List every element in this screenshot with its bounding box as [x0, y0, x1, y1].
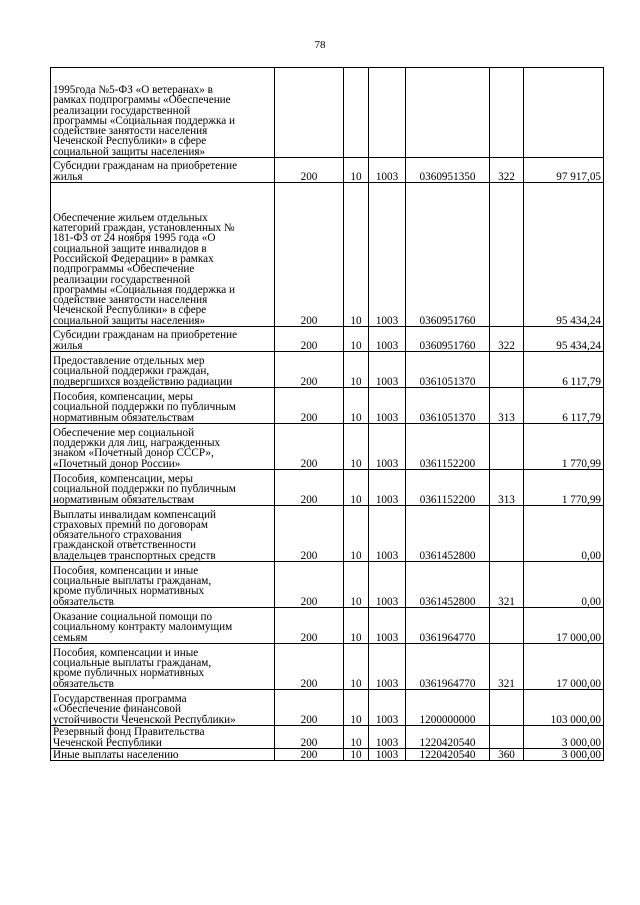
cell-ministry-text: 200 — [300, 457, 318, 470]
cell-ministry-text: 200 — [300, 595, 318, 608]
cell-amount — [524, 352, 604, 388]
cell-subsection — [369, 608, 406, 644]
cell-section-text: 10 — [350, 549, 362, 562]
cell-subsection-text: 1003 — [375, 457, 399, 470]
cell-amount-text: 17 000,00 — [556, 631, 601, 644]
cell-amount-text: 6 117,79 — [562, 375, 601, 388]
cell-ministry — [275, 424, 344, 470]
cell-section-text: 10 — [350, 493, 362, 506]
cell-ministry-text: 200 — [300, 170, 318, 183]
cell-description — [51, 690, 275, 726]
cell-expense-type — [490, 327, 524, 352]
cell-amount — [524, 749, 604, 761]
cell-ministry-text: 200 — [300, 713, 318, 726]
cell-subsection — [369, 506, 406, 562]
cell-subsection-text: 1003 — [375, 411, 399, 424]
cell-subsection — [369, 562, 406, 608]
cell-target-article — [406, 644, 490, 690]
cell-amount-text: 97 917,05 — [556, 170, 601, 183]
cell-section-text: 10 — [350, 595, 362, 608]
cell-ministry-text: 200 — [300, 631, 318, 644]
cell-section — [344, 388, 369, 424]
cell-subsection-text: 1003 — [375, 493, 399, 506]
cell-ministry — [275, 506, 344, 562]
cell-subsection — [369, 424, 406, 470]
cell-target-article-text: 1220420540 — [419, 748, 476, 761]
table-row — [51, 327, 604, 352]
cell-ministry — [275, 352, 344, 388]
cell-expense-type — [490, 726, 524, 749]
cell-subsection — [369, 726, 406, 749]
cell-description — [51, 726, 275, 749]
cell-ministry-text: 200 — [300, 736, 318, 749]
cell-amount-text: 95 434,24 — [556, 339, 601, 352]
table-row — [51, 690, 604, 726]
cell-target-article-text: 1200000000 — [419, 713, 476, 726]
cell-expense-type — [490, 388, 524, 424]
cell-section — [344, 690, 369, 726]
cell-subsection — [369, 158, 406, 183]
cell-section — [344, 506, 369, 562]
cell-expense-type-text: 321 — [498, 595, 515, 608]
cell-description-text: Субсидии гражданам на приобретение жилья — [53, 160, 238, 183]
cell-section-text: 10 — [350, 314, 362, 327]
cell-expense-type — [490, 644, 524, 690]
cell-expense-type — [490, 749, 524, 761]
cell-target-article — [406, 183, 490, 327]
cell-target-article — [406, 158, 490, 183]
cell-subsection — [369, 68, 406, 158]
cell-target-article — [406, 562, 490, 608]
cell-amount — [524, 690, 604, 726]
cell-amount-text: 6 117,79 — [562, 411, 601, 424]
cell-target-article-text: 0360951760 — [419, 314, 476, 327]
cell-amount — [524, 424, 604, 470]
table-body — [51, 68, 604, 761]
cell-target-article-text: 0361152200 — [419, 457, 476, 470]
cell-subsection-text: 1003 — [375, 736, 399, 749]
cell-description — [51, 327, 275, 352]
cell-section — [344, 183, 369, 327]
cell-target-article — [406, 327, 490, 352]
cell-description-text: Пособия, компенсации, меры социальной поддержки по публичным нормативным обязательствам — [53, 473, 236, 506]
cell-ministry-text: 200 — [300, 549, 318, 562]
table-row — [51, 352, 604, 388]
cell-section — [344, 68, 369, 158]
cell-target-article — [406, 352, 490, 388]
cell-subsection — [369, 690, 406, 726]
cell-subsection — [369, 644, 406, 690]
cell-target-article-text: 0361152200 — [419, 493, 476, 506]
cell-section-text: 10 — [350, 339, 362, 352]
cell-subsection — [369, 183, 406, 327]
table-row — [51, 749, 604, 761]
table-row — [51, 644, 604, 690]
cell-ministry — [275, 749, 344, 761]
cell-description — [51, 644, 275, 690]
cell-section — [344, 470, 369, 506]
cell-expense-type-text: 322 — [498, 170, 515, 183]
cell-amount-text: 3 000,00 — [561, 736, 601, 749]
cell-expense-type-text: 360 — [498, 748, 515, 761]
cell-subsection-text: 1003 — [375, 314, 399, 327]
cell-expense-type — [490, 352, 524, 388]
cell-subsection-text: 1003 — [375, 748, 399, 761]
cell-section — [344, 726, 369, 749]
cell-target-article-text: 1220420540 — [419, 736, 476, 749]
cell-ministry — [275, 726, 344, 749]
cell-description-text: Обеспечение жильем отдельных категорий граждан, установленных № 181-ФЗ от 24 ноября 1995 года «О социальной защите инвалидов в Российской Федерации» в рамках подпрограммы «Обеспечение реализации государственной программы «Социальная поддержка и содействие занятости населения Чеченской Республики» в сфере социальной защиты населения» — [53, 211, 236, 327]
cell-description-text: Обеспечение мер социальной поддержки для лиц, награжденных знаком «Почетный донор СССР», «Почетный донор России» — [53, 426, 221, 470]
cell-subsection-text: 1003 — [375, 375, 399, 388]
cell-section-text: 10 — [350, 713, 362, 726]
table-row — [51, 424, 604, 470]
cell-amount — [524, 183, 604, 327]
cell-section-text: 10 — [350, 457, 362, 470]
budget-table — [50, 67, 604, 761]
cell-amount-text: 1 770,99 — [561, 493, 601, 506]
cell-target-article-text: 0361964770 — [419, 631, 476, 644]
cell-ministry — [275, 68, 344, 158]
cell-subsection-text: 1003 — [375, 339, 399, 352]
cell-ministry — [275, 327, 344, 352]
cell-target-article — [406, 388, 490, 424]
cell-subsection-text: 1003 — [375, 595, 399, 608]
cell-target-article — [406, 726, 490, 749]
cell-description-text: Предоставление отдельных мер социальной поддержки граждан, подвергшихся воздействию радиации — [53, 355, 233, 388]
cell-subsection-text: 1003 — [375, 677, 399, 690]
table-row — [51, 388, 604, 424]
cell-section-text: 10 — [350, 411, 362, 424]
cell-ministry — [275, 644, 344, 690]
cell-description-text: Пособия, компенсации и иные социальные выплаты гражданам, кроме публичных нормативных обязательств — [53, 646, 212, 690]
cell-ministry — [275, 388, 344, 424]
cell-expense-type — [490, 506, 524, 562]
cell-expense-type — [490, 690, 524, 726]
cell-expense-type-text: 313 — [498, 493, 515, 506]
cell-description-text: Субсидии гражданам на приобретение жилья — [53, 329, 238, 352]
cell-description-text: Выплаты инвалидам компенсаций страховых премий по договорам обязательного страхования гражданской ответственности владельцев транспортных средств — [53, 508, 216, 562]
cell-ministry-text: 200 — [300, 493, 318, 506]
cell-section-text: 10 — [350, 631, 362, 644]
cell-ministry — [275, 608, 344, 644]
cell-description — [51, 608, 275, 644]
cell-section-text: 10 — [350, 748, 362, 761]
cell-description — [51, 352, 275, 388]
cell-amount — [524, 562, 604, 608]
cell-amount-text: 3 000,00 — [561, 748, 601, 761]
cell-section — [344, 352, 369, 388]
cell-amount — [524, 68, 604, 158]
cell-section-text: 10 — [350, 170, 362, 183]
table-row — [51, 183, 604, 327]
cell-ministry-text: 200 — [300, 314, 318, 327]
cell-description — [51, 424, 275, 470]
table-row — [51, 68, 604, 158]
cell-description — [51, 158, 275, 183]
cell-expense-type — [490, 424, 524, 470]
cell-section — [344, 424, 369, 470]
cell-target-article-text: 0360951350 — [419, 170, 476, 183]
cell-description — [51, 68, 275, 158]
cell-ministry-text: 200 — [300, 375, 318, 388]
cell-amount-text: 95 434,24 — [556, 314, 601, 327]
cell-target-article — [406, 749, 490, 761]
cell-ministry — [275, 562, 344, 608]
cell-target-article-text: 0361452800 — [419, 595, 476, 608]
cell-target-article-text: 0361964770 — [419, 677, 476, 690]
cell-amount — [524, 388, 604, 424]
cell-section — [344, 327, 369, 352]
cell-amount-text: 0,00 — [581, 595, 601, 608]
cell-target-article-text: 0361452800 — [419, 549, 476, 562]
cell-description — [51, 183, 275, 327]
cell-ministry — [275, 690, 344, 726]
cell-amount-text: 17 000,00 — [556, 677, 601, 690]
cell-target-article — [406, 470, 490, 506]
cell-expense-type — [490, 158, 524, 183]
cell-target-article-text: 0361051370 — [419, 411, 476, 424]
cell-section — [344, 158, 369, 183]
cell-subsection — [369, 388, 406, 424]
cell-target-article — [406, 424, 490, 470]
cell-subsection — [369, 352, 406, 388]
cell-section — [344, 644, 369, 690]
cell-amount-text: 0,00 — [581, 549, 601, 562]
table-row — [51, 158, 604, 183]
cell-description-text: Государственная программа «Обеспечение финансовой устойчивости Чеченской Республики» — [53, 693, 236, 726]
cell-target-article-text: 0360951760 — [419, 339, 476, 352]
cell-description-text: Иные выплаты населению — [53, 748, 179, 761]
cell-expense-type-text: 322 — [498, 339, 515, 352]
cell-amount — [524, 327, 604, 352]
cell-description — [51, 470, 275, 506]
cell-expense-type — [490, 68, 524, 158]
cell-description — [51, 562, 275, 608]
cell-description-text: Пособия, компенсации, меры социальной поддержки по публичным нормативным обязательствам — [53, 391, 236, 424]
cell-description-text: Резервный фонд Правительства Чеченской Республики — [53, 726, 205, 749]
cell-expense-type — [490, 608, 524, 644]
cell-subsection — [369, 749, 406, 761]
cell-subsection-text: 1003 — [375, 631, 399, 644]
table-row — [51, 726, 604, 749]
cell-target-article — [406, 68, 490, 158]
cell-ministry-text: 200 — [300, 411, 318, 424]
cell-amount — [524, 158, 604, 183]
cell-ministry-text: 200 — [300, 339, 318, 352]
cell-section-text: 10 — [350, 375, 362, 388]
cell-ministry — [275, 158, 344, 183]
cell-target-article — [406, 608, 490, 644]
table-row — [51, 506, 604, 562]
cell-section — [344, 749, 369, 761]
cell-ministry — [275, 470, 344, 506]
cell-amount — [524, 470, 604, 506]
cell-expense-type-text: 313 — [498, 411, 515, 424]
cell-section — [344, 562, 369, 608]
cell-subsection — [369, 327, 406, 352]
cell-expense-type — [490, 562, 524, 608]
cell-ministry — [275, 183, 344, 327]
cell-amount — [524, 644, 604, 690]
cell-expense-type — [490, 470, 524, 506]
cell-description — [51, 749, 275, 761]
cell-target-article — [406, 506, 490, 562]
cell-section-text: 10 — [350, 677, 362, 690]
cell-target-article — [406, 690, 490, 726]
table-row — [51, 562, 604, 608]
cell-amount — [524, 726, 604, 749]
cell-subsection-text: 1003 — [375, 549, 399, 562]
cell-subsection — [369, 470, 406, 506]
cell-amount-text: 1 770,99 — [561, 457, 601, 470]
cell-description-text: 1995года №5-ФЗ «О ветеранах» в рамках подпрограммы «Обеспечение реализации государственной программы «Социальная поддержка и содействие занятости населения Чеченской Республики» в сфере социальной защиты населения» — [53, 83, 236, 158]
cell-description-text: Оказание социальной помощи по социальному контракту малоимущим семьям — [53, 611, 233, 644]
cell-subsection-text: 1003 — [375, 170, 399, 183]
cell-expense-type-text: 321 — [498, 677, 515, 690]
cell-ministry-text: 200 — [300, 748, 318, 761]
cell-description — [51, 388, 275, 424]
cell-ministry-text: 200 — [300, 677, 318, 690]
cell-expense-type — [490, 183, 524, 327]
cell-amount-text: 103 000,00 — [550, 713, 601, 726]
cell-amount — [524, 506, 604, 562]
cell-section-text: 10 — [350, 736, 362, 749]
cell-target-article-text: 0361051370 — [419, 375, 476, 388]
cell-amount — [524, 608, 604, 644]
page-number: 78 — [314, 39, 326, 51]
table-row — [51, 608, 604, 644]
cell-description — [51, 506, 275, 562]
cell-section — [344, 608, 369, 644]
table-row — [51, 470, 604, 506]
cell-description-text: Пособия, компенсации и иные социальные выплаты гражданам, кроме публичных нормативных обязательств — [53, 564, 212, 608]
cell-subsection-text: 1003 — [375, 713, 399, 726]
